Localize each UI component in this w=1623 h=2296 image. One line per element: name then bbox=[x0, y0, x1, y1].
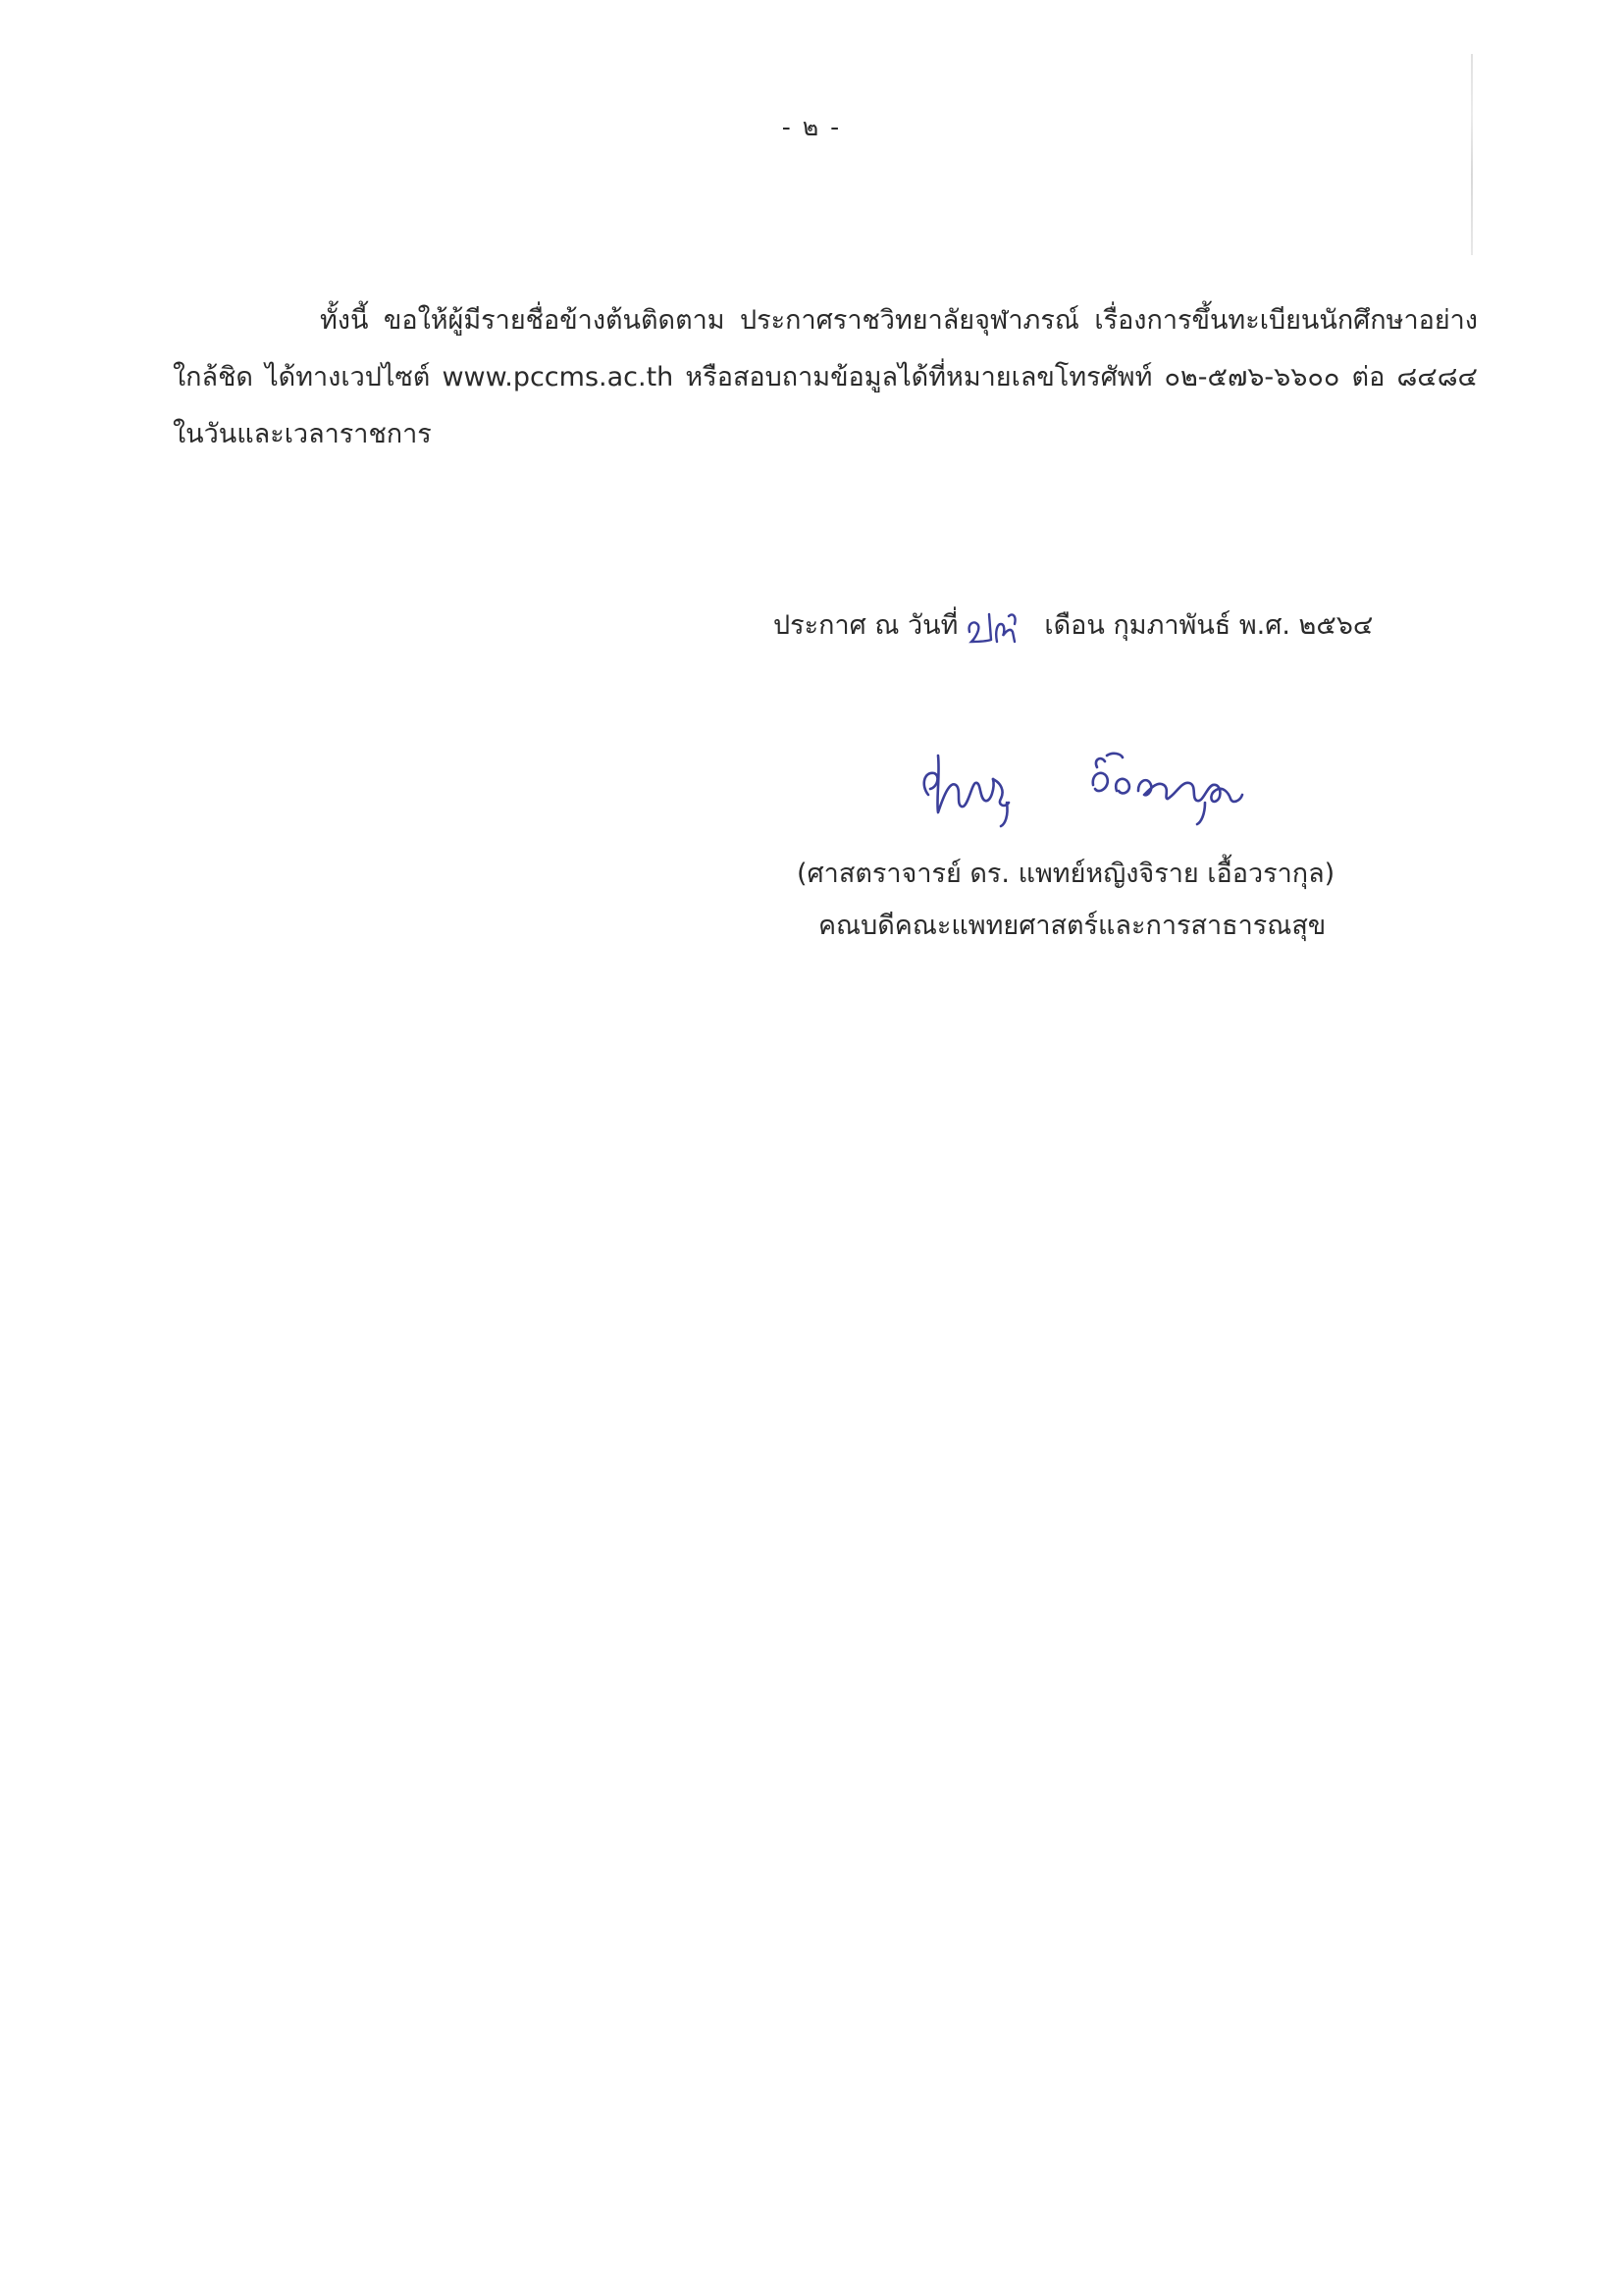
paragraph-line: ทั้งนี้ ขอให้ผู้มีรายชื่อข้างต้นติดตาม ประกาศราชวิทยาลัยจุฬาภรณ์ เรื่องการขึ้นทะเบียนนักศึกษาอย่าง bbox=[320, 305, 1478, 336]
handwritten-day bbox=[964, 602, 1021, 650]
body-paragraph bbox=[173, 292, 1478, 463]
date-suffix: เดือน กุมภาพันธ์ พ.ศ. ๒๕๖๔ bbox=[1044, 610, 1374, 641]
announcement-date bbox=[773, 599, 1373, 646]
paragraph-line: ใกล้ชิด ได้ทางเวปไซต์ www.pccms.ac.th หรือสอบถามข้อมูลได้ที่หมายเลขโทรศัพท์ ๐๒-๕๗๖-๖๖๐๐ ต่อ ๘๔๘๔ bbox=[173, 362, 1478, 392]
paragraph-line: ในวันและเวลาราชการ bbox=[173, 419, 432, 449]
signer-name: (ศาสตราจารย์ ดร. แพทย์หญิงจิราย เอื้อวรากุล) bbox=[797, 859, 1335, 889]
scan-edge-line bbox=[1471, 54, 1473, 255]
handwritten-signature bbox=[911, 726, 1283, 834]
page-number: - ๒ - bbox=[781, 113, 842, 141]
date-prefix: ประกาศ ณ วันที่ bbox=[773, 610, 959, 641]
signer-title: คณบดีคณะแพทยศาสตร์และการสาธารณสุข bbox=[818, 911, 1327, 941]
